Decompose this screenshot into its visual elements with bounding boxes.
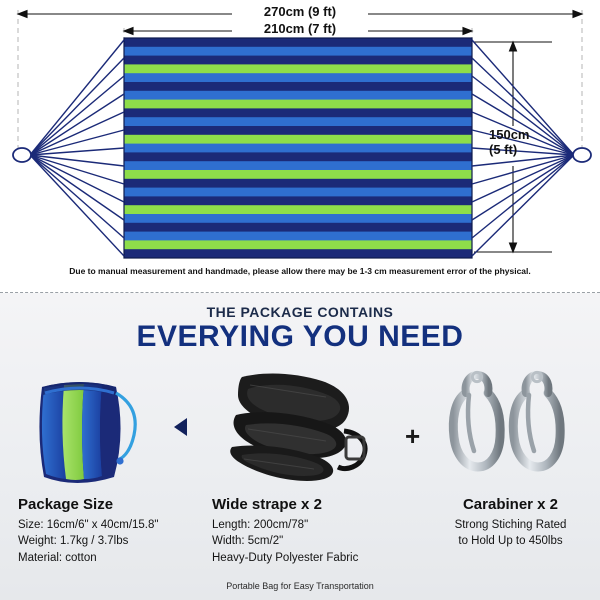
arrow-icon (174, 418, 187, 436)
package-size-line-3: Material: cotton (18, 551, 97, 564)
hammock-stripe (124, 144, 472, 153)
total-width-label: 270cm (9 ft) (263, 4, 337, 19)
carabiner-column (428, 365, 593, 550)
hammock-stripe (124, 91, 472, 100)
carabiner-graphic (428, 365, 593, 490)
hammock-stripe (124, 188, 472, 197)
plus-icon: + (405, 421, 421, 451)
hammock-bed (124, 38, 472, 259)
hammock-stripe (124, 100, 472, 109)
hammock-stripe (124, 152, 472, 161)
height-label (489, 128, 559, 158)
wide-strape-line-1: Length: 200cm/78" (212, 519, 309, 531)
package-size-column (18, 365, 198, 566)
package-bag-image (18, 365, 198, 490)
hammock-dimensions-diagram (0, 0, 600, 292)
package-headline-small: THE PACKAGE CONTAINS (206, 304, 394, 320)
bed-width-label: 210cm (7 ft) (263, 21, 337, 36)
hammock-stripe (124, 170, 472, 179)
left-hanging-ring (13, 148, 31, 162)
package-contents-section (0, 293, 600, 600)
hammock-stripe (124, 196, 472, 205)
hammock-stripe (124, 232, 472, 241)
measurement-disclaimer: Due to manual measurement and handmade, please allow there may be 1-3 cm measurement error of the physical. (69, 266, 531, 276)
hammock-stripe (124, 38, 472, 47)
wide-strape-line-3: Heavy-Duty Polyester Fabric (212, 551, 359, 564)
bag-graphic (18, 365, 198, 490)
wide-strape-line-2: Width: 5cm/2" (212, 535, 284, 548)
height-label-line2: (5 ft) (489, 141, 518, 157)
hammock-stripe (124, 179, 472, 188)
carabiner-title: Carabiner x 2 (462, 496, 559, 513)
hammock-stripe (124, 223, 472, 232)
hammock-stripe (124, 82, 472, 91)
wide-strape-column (212, 365, 402, 566)
hammock-stripe (124, 64, 472, 73)
hammock-stripe (124, 249, 472, 258)
hammock-stripe (124, 126, 472, 135)
footer-note: Portable Bag for Easy Transportation (226, 581, 374, 591)
hammock-stripe (124, 73, 472, 82)
hammock-stripe (124, 47, 472, 56)
hammock-stripe (124, 56, 472, 65)
hammock-stripe (124, 108, 472, 117)
carabiner-image (428, 365, 593, 490)
left-suspension-ropes (30, 40, 124, 256)
straps-graphic (212, 365, 402, 490)
hammock-stripe (124, 240, 472, 249)
package-size-title: Package Size (18, 496, 114, 513)
package-headline-big: EVERYING YOU NEED (136, 320, 464, 353)
hammock-stripe (124, 117, 472, 126)
hammock-stripe (124, 205, 472, 214)
straps-image (212, 365, 402, 490)
hammock-stripe (124, 161, 472, 170)
carabiner-line-2: to Hold Up to 450lbs (458, 535, 563, 548)
carabiner-line-1: Strong Stiching Rated (454, 519, 567, 531)
hammock-stripe (124, 135, 472, 144)
package-size-line-2: Weight: 1.7kg / 3.7lbs (18, 535, 129, 548)
package-size-line-1: Size: 16cm/6" x 40cm/15.8" (18, 519, 159, 531)
hammock-stripe (124, 214, 472, 223)
height-label-line1: 150cm (489, 127, 530, 142)
wide-strape-title: Wide strape x 2 (212, 496, 322, 513)
right-hanging-ring (573, 148, 591, 162)
